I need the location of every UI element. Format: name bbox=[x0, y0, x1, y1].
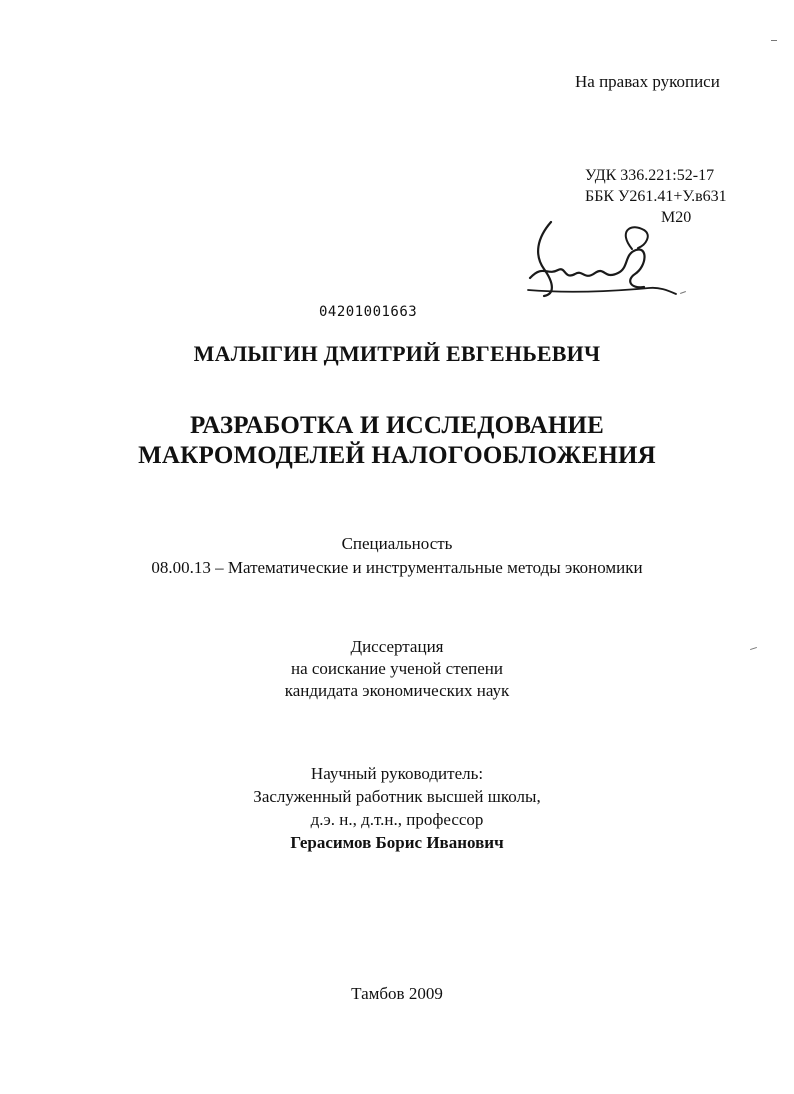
specialty-value: 08.00.13 – Математические и инструментальные методы экономики bbox=[151, 558, 643, 577]
udk-code: УДК 336.221:52-17 bbox=[585, 167, 715, 184]
author-name: МАЛЫГИН ДМИТРИЙ ЕВГЕНЬЕВИЧ bbox=[193, 341, 601, 366]
author-mark: М20 bbox=[661, 209, 692, 226]
supervisor-block bbox=[0, 762, 794, 854]
dissertation-title-line: РАЗРАБОТКА И ИССЛЕДОВАНИЕ bbox=[189, 412, 605, 439]
bbk-code: ББК У261.41+У.в631 bbox=[585, 188, 727, 205]
supervisor-name: Герасимов Борис Иванович bbox=[290, 833, 504, 852]
dissertation-title-line: МАКРОМОДЕЛЕЙ НАЛОГООБЛОЖЕНИЯ bbox=[138, 442, 656, 469]
degree-purpose: на соискание ученой степени bbox=[290, 659, 504, 678]
manuscript-rights-note: На правах рукописи bbox=[575, 72, 720, 91]
supervisor-degree: д.э. н., д.т.н., профессор bbox=[310, 810, 484, 829]
place-year: Тамбов 2009 bbox=[351, 984, 443, 1003]
scan-mark bbox=[771, 40, 777, 41]
specialty-block bbox=[0, 532, 794, 580]
specialty-label: Специальность bbox=[341, 534, 453, 553]
supervisor-title: Заслуженный работник высшей школы, bbox=[253, 787, 541, 806]
degree-name: кандидата экономических наук bbox=[284, 681, 510, 700]
registration-number: 04201001663 bbox=[319, 304, 418, 320]
dissertation-title bbox=[0, 411, 794, 471]
supervisor-label: Научный руководитель: bbox=[310, 764, 484, 783]
handwritten-signature-icon bbox=[520, 212, 690, 302]
degree-type: Диссертация bbox=[350, 637, 444, 656]
degree-block bbox=[0, 636, 794, 702]
